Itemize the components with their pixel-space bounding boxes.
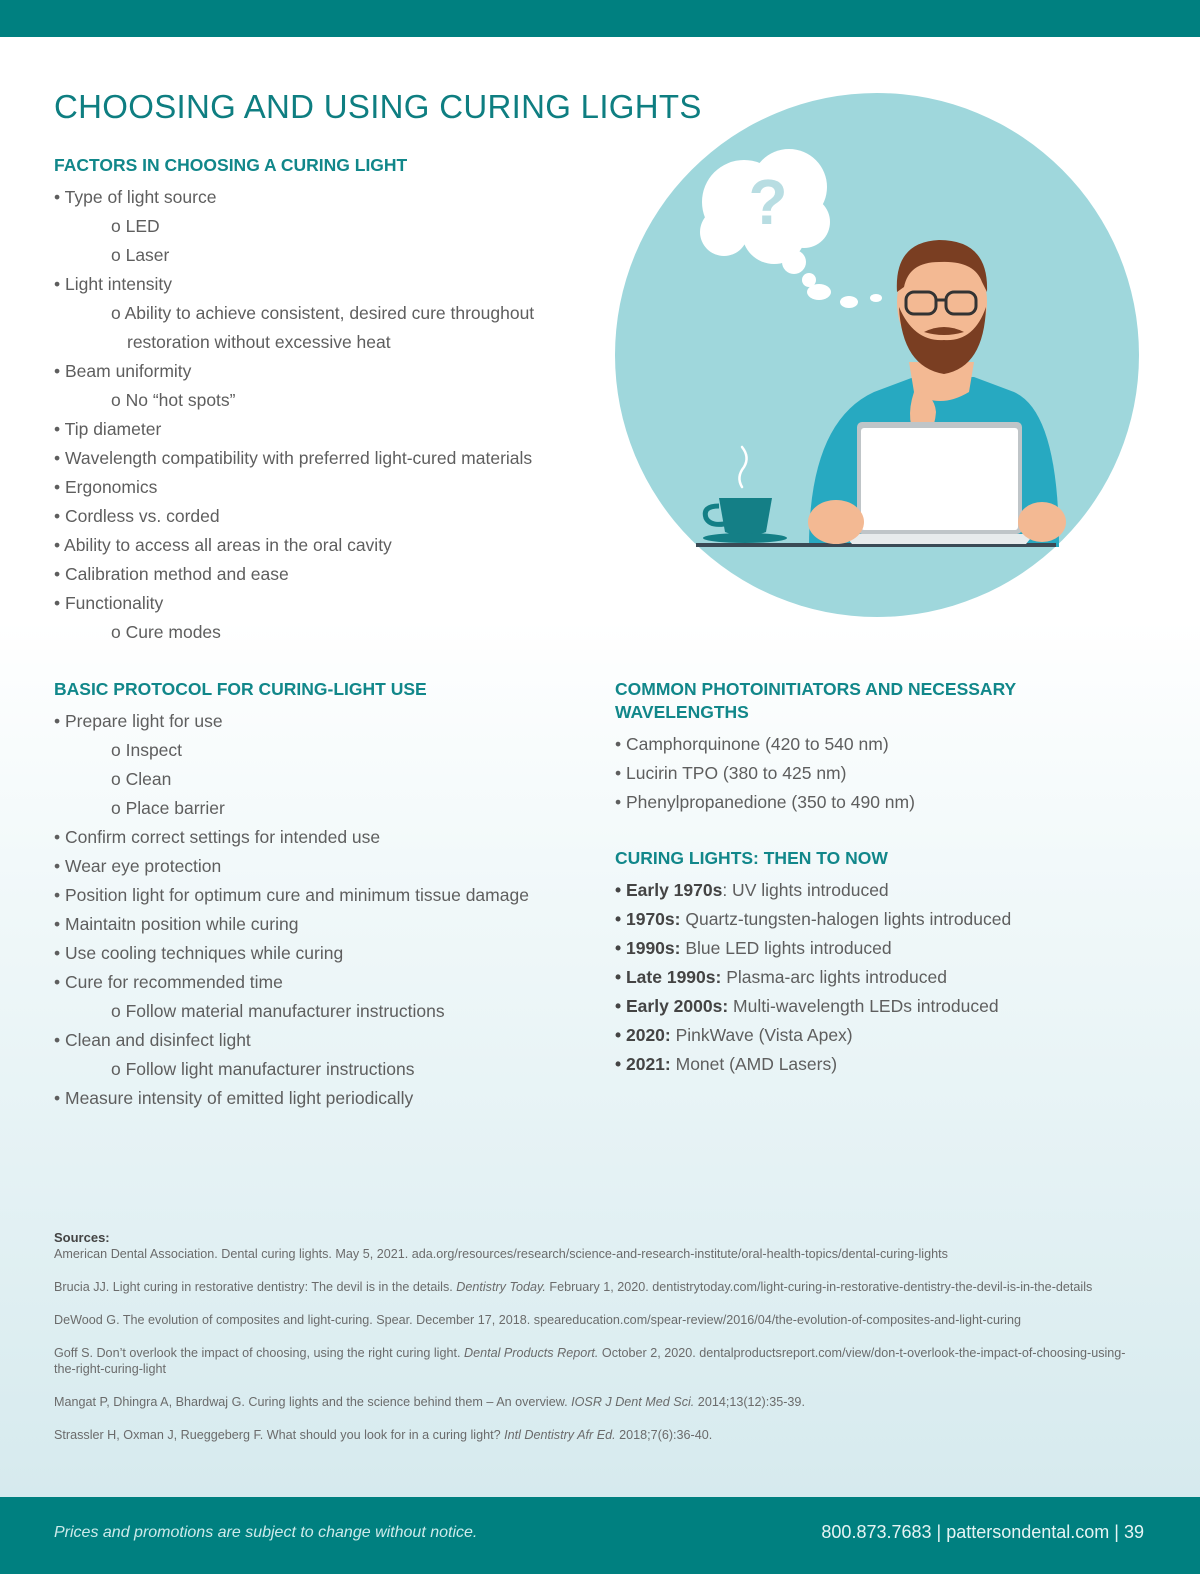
factors-section <box>54 154 594 647</box>
protocol-section <box>54 678 594 1113</box>
source-journal: Intl Dentistry Afr Ed. <box>504 1428 616 1442</box>
footer-contact: 800.873.7683 | pattersondental.com | 39 <box>821 1522 1144 1542</box>
list-item: • Ability to access all areas in the oral cavity <box>54 535 392 555</box>
footer-disclaimer: Prices and promotions are subject to change without notice. <box>54 1524 478 1541</box>
history-era: • 2020: <box>615 1025 671 1045</box>
list-item: • Confirm correct settings for intended use <box>54 827 381 847</box>
source-text: Brucia JJ. Light curing in restorative dentistry: The devil is in the details. <box>54 1280 457 1294</box>
history-event: Plasma-arc lights introduced <box>721 967 947 987</box>
history-event: : UV lights introduced <box>722 880 889 900</box>
list-item: • Cordless vs. corded <box>54 506 220 526</box>
footer-bar <box>0 1497 1200 1574</box>
photoinitiators-section <box>615 678 1135 817</box>
source-entry <box>54 1279 1146 1295</box>
sources-title: Sources: <box>54 1230 110 1245</box>
list-item: • Lucirin TPO (380 to 425 nm) <box>615 763 847 783</box>
source-text: Strassler H, Oxman J, Rueggeberg F. What should you look for in a curing light? <box>54 1428 505 1442</box>
protocol-list <box>54 707 594 1113</box>
list-item: • Position light for optimum cure and minimum tissue damage <box>54 885 529 905</box>
list-item: • Beam uniformity <box>54 361 192 381</box>
list-subitem: o No “hot spots” <box>111 390 236 410</box>
source-journal: Dentistry Today. <box>456 1280 546 1294</box>
list-subitem-text: o Ability to achieve consistent, desired cure throughout <box>111 303 535 323</box>
protocol-heading: BASIC PROTOCOL FOR CURING-LIGHT USE <box>54 679 427 699</box>
question-mark-icon: ? <box>748 166 788 238</box>
list-item: • Calibration method and ease <box>54 564 289 584</box>
source-entry <box>54 1427 1146 1443</box>
list-item: • Functionality <box>54 593 164 613</box>
page-title: CHOOSING AND USING CURING LIGHTS <box>54 88 702 125</box>
list-item: • Type of light source <box>54 187 217 207</box>
list-item: • Phenylpropanedione (350 to 490 nm) <box>615 792 915 812</box>
list-subitem <box>54 299 594 357</box>
history-event: Multi-wavelength LEDs introduced <box>728 996 999 1016</box>
list-item: • Light intensity <box>54 274 172 294</box>
list-item: • Cure for recommended time <box>54 972 283 992</box>
list-item: • Use cooling techniques while curing <box>54 943 344 963</box>
list-subitem: o Cure modes <box>111 622 221 642</box>
list-subitem: o Follow material manufacturer instructions <box>111 1001 445 1021</box>
illustration-svg <box>614 92 1140 618</box>
source-text: February 1, 2020. dentistrytoday.com/light-curing-in-restorative-dentistry-the-devil-is-in-the-details <box>545 1280 1093 1294</box>
list-subitem: o Clean <box>111 769 172 789</box>
list-item: • Wear eye protection <box>54 856 222 876</box>
history-heading: CURING LIGHTS: THEN TO NOW <box>615 848 888 868</box>
list-item: • Wavelength compatibility with preferred light-cured materials <box>54 448 533 468</box>
source-text: October 2, 2020. dentalproductsreport.com/view/don-t-overlook-the-impact-of-choosing-using-the-right-curing-light <box>54 1346 1126 1376</box>
list-item: • Camphorquinone (420 to 540 nm) <box>615 734 889 754</box>
source-journal: IOSR J Dent Med Sci. <box>571 1395 695 1409</box>
list-item: • Prepare light for use <box>54 711 223 731</box>
list-item <box>615 905 1155 934</box>
sources-section <box>54 1230 1146 1460</box>
top-bar <box>0 0 1200 37</box>
list-item <box>615 876 1155 905</box>
list-item: • Clean and disinfect light <box>54 1030 251 1050</box>
source-entry: American Dental Association. Dental curing lights. May 5, 2021. ada.org/resources/research/science-and-research-institute/oral-health-topics/dental-curing-lights <box>54 1247 948 1261</box>
list-subitem: o LED <box>111 216 160 236</box>
list-subitem: o Inspect <box>111 740 183 760</box>
source-entry: DeWood G. The evolution of composites and light-curing. Spear. December 17, 2018. speareducation.com/spear-review/2016/04/the-evolution-of-composites-and-light-curing <box>54 1313 1021 1327</box>
thinking-man-illustration <box>614 92 1140 618</box>
history-event: PinkWave (Vista Apex) <box>670 1025 853 1045</box>
history-section <box>615 847 1155 1079</box>
list-item: • Tip diameter <box>54 419 162 439</box>
history-era: • 1990s: <box>615 938 681 958</box>
source-text: Goff S. Don’t overlook the impact of choosing, using the right curing light. <box>54 1346 464 1360</box>
photoinitiators-heading <box>615 678 1135 724</box>
list-item: • Measure intensity of emitted light periodically <box>54 1088 414 1108</box>
list-subitem-continuation: restoration without excessive heat <box>127 332 391 352</box>
list-subitem: o Follow light manufacturer instructions <box>111 1059 415 1079</box>
list-item <box>615 992 1155 1021</box>
history-era: • Late 1990s: <box>615 967 722 987</box>
source-text: 2018;7(6):36-40. <box>615 1428 713 1442</box>
photoinitiators-heading-line1: COMMON PHOTOINITIATORS AND NECESSARY <box>615 679 1017 699</box>
list-item <box>615 963 1155 992</box>
list-subitem: o Place barrier <box>111 798 225 818</box>
source-entry <box>54 1394 1146 1410</box>
list-item <box>615 1050 1155 1079</box>
history-event: Blue LED lights introduced <box>680 938 892 958</box>
history-era: • 2021: <box>615 1054 671 1074</box>
photoinitiators-list <box>615 730 1135 817</box>
history-era: • Early 1970s <box>615 880 723 900</box>
history-event: Monet (AMD Lasers) <box>670 1054 838 1074</box>
list-subitem: o Laser <box>111 245 170 265</box>
source-text: 2014;13(12):35-39. <box>694 1395 805 1409</box>
list-item: • Maintaitn position while curing <box>54 914 299 934</box>
list-item <box>615 934 1155 963</box>
source-text: Mangat P, Dhingra A, Bhardwaj G. Curing lights and the science behind them – An overview. <box>54 1395 572 1409</box>
history-era: • Early 2000s: <box>615 996 729 1016</box>
list-item <box>615 1021 1155 1050</box>
factors-list <box>54 183 594 647</box>
history-list <box>615 876 1155 1079</box>
source-entry <box>54 1345 1146 1377</box>
list-item: • Ergonomics <box>54 477 158 497</box>
factors-heading: FACTORS IN CHOOSING A CURING LIGHT <box>54 155 408 175</box>
source-journal: Dental Products Report. <box>464 1346 599 1360</box>
history-event: Quartz-tungsten-halogen lights introduced <box>680 909 1012 929</box>
photoinitiators-heading-line2: WAVELENGTHS <box>615 702 749 722</box>
history-era: • 1970s: <box>615 909 681 929</box>
